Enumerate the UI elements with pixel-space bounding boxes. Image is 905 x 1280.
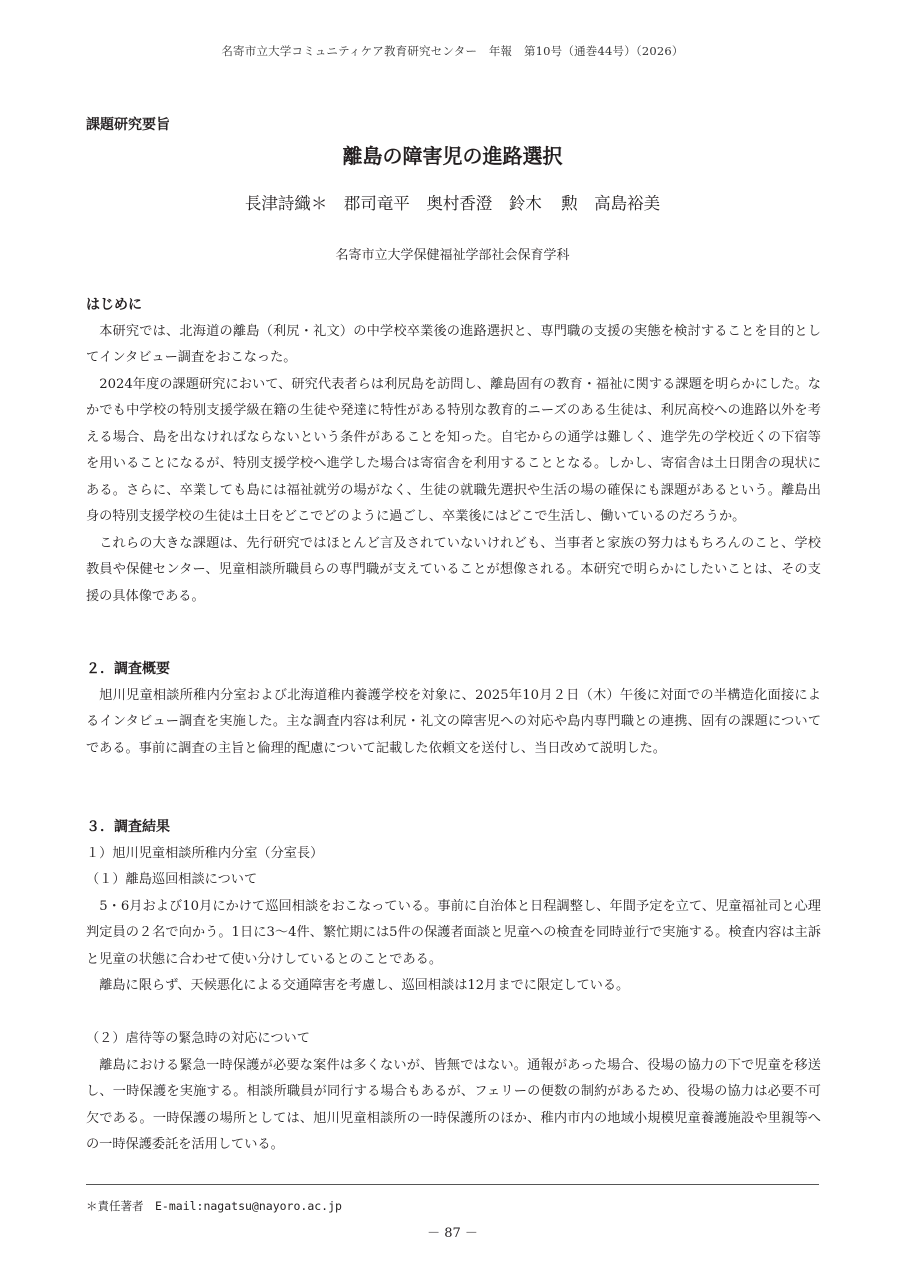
section-results: [86, 814, 821, 1159]
paragraph: 5・6月および10月にかけて巡回相談をおこなっている。事前に自治体と日程調整し、年間予定を立て、児童福祉司と心理判定員の２名で向かう。1日に3〜4件、繁忙期には5件の保護者面談と児童への検査を同時並行で実施する。検査内容は主訴と児童の状態に合わせて使い分けしているとのことである。: [86, 898, 821, 967]
page-number: － 87 －: [427, 1226, 478, 1241]
footnote-divider: [86, 1184, 819, 1185]
paragraph: 2024年度の課題研究において、研究代表者らは利尻島を訪問し、離島固有の教育・福祉に関する課題を明らかにした。なかでも中学校の特別支援学級在籍の生徒や発達に特性がある特別な教育的ニーズのある生徒は、利尻高校への進路以外を考える場合、島を出なければならないという条件があることを知った。自宅からの通学は難しく、進学先の学校近くの下宿等を用いることになるが、特別支援学校へ進学した場合は寄宿舎を利用することとなる。しかし、寄宿舎は土日閉舎の現状にある。さらに、卒業しても島には福祉就労の場がなく、生徒の就職先選択や生活の場の確保にも課題があるという。離島出身の特別支援学校の生徒は土日をどこでどのように過ごし、卒業後にはどこで生活し、働いているのだろうか。: [86, 376, 821, 524]
paper-title: 離島の障害児の進路選択: [342, 144, 563, 168]
heading-overview: ２．調査概要: [86, 661, 170, 677]
footnote: ＊責任著者 E-mail:nagatsu@nayoro.ac.jp: [86, 1199, 342, 1213]
author-list: 長津詩織＊ 郡司竜平 奥村香澄 鈴木 勲 高島裕美: [244, 194, 661, 213]
paragraph: 離島における緊急一時保護が必要な案件は多くないが、皆無ではない。通報があった場合、役場の協力の下で児童を移送し、一時保護を実施する。相談所職員が同行する場合もあるが、フェリーの便数の制約があるため、役場の協力は必要不可欠である。一時保護の場所としては、旭川児童相談所の一時保護所のほか、稚内市内の地域小規模児童養護施設や里親等への一時保護委託を活用している。: [86, 1057, 821, 1152]
paragraph: 離島に限らず、天候悪化による交通障害を考慮し、巡回相談は12月までに限定している。: [99, 978, 630, 993]
subheading: （２）虐待等の緊急時の対応について: [86, 1031, 310, 1046]
heading-introduction: はじめに: [86, 297, 142, 313]
section-label: 課題研究要旨: [86, 117, 170, 133]
section-overview: [86, 656, 821, 762]
paragraph: 旭川児童相談所稚内分室および北海道稚内養護学校を対象に、2025年10月２日（木）午後に対面での半構造化面接によるインタビュー調査を実施した。主な調査内容は利尻・礼文の障害児への対応や島内専門職との連携、固有の課題についてである。事前に調査の主旨と倫理的配慮について記載した依頼文を送付し、当日改めて説明した。: [86, 687, 821, 756]
subheading: （１）離島巡回相談について: [86, 872, 258, 887]
heading-results: ３．調査結果: [86, 819, 170, 835]
running-header: 名寄市立大学コミュニティケア教育研究センター 年報 第10号（通巻44号）（2026）: [221, 44, 684, 58]
affiliation: 名寄市立大学保健福祉学部社会保育学科: [335, 248, 570, 263]
paragraph: これらの大きな課題は、先行研究ではほとんど言及されていないけれども、当事者と家族の努力はもちろんのこと、学校教員や保健センター、児童相談所職員らの専門職が支えていることが想像される。本研究で明らかにしたいことは、その支援の具体像である。: [86, 535, 821, 604]
paragraph: 本研究では、北海道の離島（利尻・礼文）の中学校卒業後の進路選択と、専門職の支援の実態を検討することを目的としてインタビュー調査をおこなった。: [86, 323, 821, 365]
subheading: １）旭川児童相談所稚内分室（分室長）: [86, 845, 324, 861]
section-introduction: [86, 292, 821, 610]
